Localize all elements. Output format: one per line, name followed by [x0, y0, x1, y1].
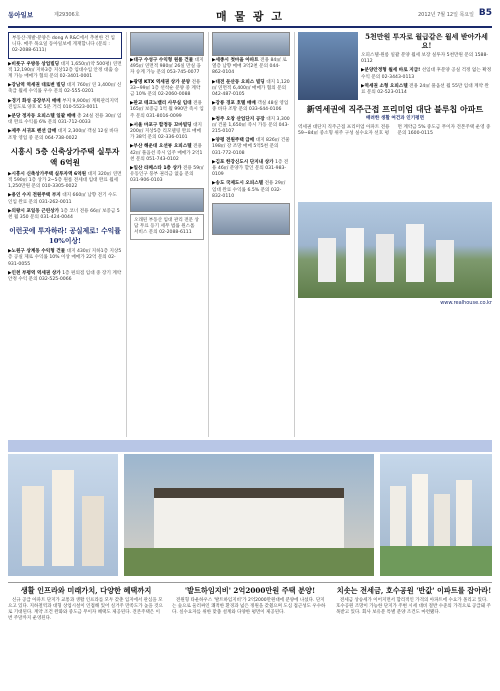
classified-ad-body: 대지 200㎡ 지상5층 리모델링 완료 매매가 38억 문의 02-336-0101 — [130, 122, 202, 141]
article-body: 전세금 상승세가 이어지면서 합리적인 가격의 아파트에 수요가 몰리고 있다. 호수공원 조망이 가능한 단지가 주변 시세 대비 절반 수준의 가격으로 공급돼 주목받고 있다. 회사 보유분 특별 분양 조건도 마련됐다. — [336, 598, 491, 615]
classified-ad-head: ▶비롯구 우방동 상업빌딩 — [8, 61, 60, 67]
classified-ad-head: ▶강남역 역세권 대로변 빌딩 — [8, 83, 66, 89]
classified-ad-head: ▶광명 KTX 역세권 상가 분양 — [130, 79, 191, 85]
building-photo — [130, 32, 204, 56]
classified-ad-body: 대지 430㎡ 지하1층 지상5층 공실 제로 수익률 10% 이상 매매가 22억 문의 02-931-0055 — [8, 249, 122, 267]
tower-building — [456, 480, 472, 546]
paper-logo: 동아일보 — [8, 11, 34, 19]
classified-ad — [212, 138, 290, 157]
news-article — [8, 586, 164, 686]
feature-intro: 오피스텔·원룸 일괄 분양 월세 보장 실투자 5천만원 문의 1588-0112 — [361, 53, 489, 65]
classified-ad — [8, 172, 122, 191]
article-title: '발트하임지비' 2억2000만원 주택 분양! — [184, 586, 316, 595]
article-body: 전원형 타운하우스 '발트하임지비'가 2억2000만원대에 분양에 나섰다. 단지는 숲으로 둘러싸인 쾌적한 환경과 넓은 정원을 갖췄으며 도심 접근성도 우수하다. 실수요자를 위한 맞춤 설계와 다양한 평면이 제공된다. — [172, 598, 326, 615]
apartment-ad-body: 역세권 대단지 직주근접 프리미엄 아파트 전용 59~84㎡ 중소형 위주 구성 실수요자 선호 평면 계약금 5% 중도금 무이자 견본주택 운영 중 문의 1600-0115 — [298, 125, 491, 137]
classified-list — [130, 58, 204, 185]
website-link[interactable]: www.realhouse.co.kr — [440, 300, 492, 307]
classified-ad-head: ▶세종시 첫마을 아파트 — [212, 58, 259, 63]
classified-ad — [130, 123, 204, 142]
classified-ad — [8, 129, 122, 141]
feature-ad-text — [361, 32, 492, 100]
classified-ad — [8, 99, 122, 111]
classified-ad-body: 대지 826㎡ 건물 198㎡ 강 조망 매매 5억5천 문의 031-772-0108 — [212, 138, 290, 156]
article-title: 치솟는 전세금, 호수공원 '반값' 이파트를 잡아라! — [336, 586, 492, 595]
classified-list — [361, 68, 492, 96]
classified-ad — [212, 58, 290, 77]
classified-ad-body: 대지 495㎡ 연면적 980㎡ 26실 만실 융자 승계 가능 문의 053-745-0077 — [130, 58, 204, 76]
tower-building — [406, 224, 424, 282]
column-divider — [208, 32, 209, 437]
classified-ad — [212, 80, 290, 99]
classified-list — [8, 249, 122, 283]
classified-ad-body: 전용 165㎡ 보증금 1억 월 990만 즉시 입주 문의 031-8016-0099 — [130, 101, 204, 119]
issue-number: 제29306호 — [54, 12, 80, 18]
tower-building — [412, 474, 428, 546]
tower-building — [52, 470, 74, 566]
classified-ad — [8, 62, 122, 81]
classified-ad-body: 전용 33~99㎡ 1층 선착순 분양 중 계약금 10% 문의 02-2060-0088 — [130, 79, 201, 98]
classified-ad — [130, 101, 204, 120]
classified-ad-head: ▶경기 화성 공장부지 매매 — [8, 98, 61, 104]
tower-building — [346, 228, 364, 282]
classified-list — [212, 58, 290, 200]
building-photo — [130, 188, 204, 212]
classified-ad-head: ▶노원구 상계동 수익형 건물 — [8, 249, 66, 255]
building-photo — [212, 203, 290, 235]
classified-ad-body: 전용 24㎡ 풀옵션 월 55만 임대 계약 완료 문의 02-523-0114 — [361, 83, 489, 96]
classified-ad — [212, 117, 290, 136]
classified-ad-head: ▶일산 라페스타 1층 상가 — [130, 166, 182, 172]
classified-ad-head: ▶송도 국제도시 오피스텔 — [212, 181, 264, 187]
tower-building — [436, 240, 454, 282]
classified-ad-body: 1층 전용 46㎡ 분양가 할인 문의 031-983-0109 — [212, 159, 289, 178]
classified-ad-head: ▶판교 테크노밸리 사무실 임대 — [130, 101, 192, 107]
classified-ad — [212, 181, 290, 200]
ad-column-3 — [212, 32, 290, 437]
section-title: 매 물 광 고 — [216, 10, 284, 23]
classified-list — [8, 172, 122, 221]
classified-ad — [212, 101, 290, 113]
tower-building — [22, 486, 44, 566]
classified-ad-head: ▶역세권 소형 오피스텔 — [361, 83, 408, 89]
apartment-aerial-photo — [298, 202, 492, 298]
tower-building — [390, 486, 406, 546]
classified-ad-body: 선임대 후분양 공실 걱정 없는 확정 수익 문의 02-3443-0113 — [361, 68, 492, 80]
tower-photo — [298, 32, 358, 100]
classified-ad — [130, 166, 204, 185]
classified-ad — [212, 160, 290, 179]
section-divider — [8, 582, 492, 583]
classified-ad — [8, 83, 122, 95]
intro-text: 부동산·개발·분양은 dong A R&C에서 추천한 건 입니다. 매주 목요일 동아일보에 게재합니다 (문의 : 02-2088-6111) — [12, 36, 115, 54]
classified-ad-body: 대지 2,300㎡ 객실 12실 바다 조망 영업 중 문의 064-738-0022 — [8, 129, 119, 141]
column-divider — [294, 32, 295, 437]
photo-strip — [8, 440, 492, 578]
section-banner: 시흥시 5층 신축상가주택 실투자액 6억원 — [10, 146, 120, 167]
classified-ad-head: ▶대전 둔산동 오피스 빌딩 — [212, 79, 265, 85]
classified-ad-head: ▶인천 부평역 역세권 상가 — [8, 270, 61, 276]
news-article — [336, 586, 492, 686]
classified-ad — [361, 68, 492, 80]
masthead — [8, 6, 492, 28]
classified-ad-head: ▶분양안정형 월세 바로 지급! — [361, 68, 421, 74]
classified-ad — [8, 249, 122, 268]
classified-ad-head: ▶강릉 경포 호텔 매매 — [212, 101, 256, 107]
classified-ad-body: 1층 편의점 임대 중 장기 계약 안정 수익 문의 032-525-0066 — [8, 270, 122, 283]
classified-ad-head: ▶부산 해운대 오션뷰 오피스텔 — [130, 144, 192, 150]
townhouse-photo — [124, 454, 374, 576]
page-number: B5 — [478, 8, 492, 18]
ad-column-1 — [8, 32, 122, 437]
classified-ad-head: ▶양평 전원주택 급매 — [212, 138, 255, 144]
classified-ad — [8, 271, 122, 283]
classified-ad — [8, 114, 122, 126]
blue-banner — [8, 440, 492, 452]
classified-ad-body: 대지 3,300㎡ 건물 1,650㎡ 즉시 가동 문의 043-215-0107 — [212, 116, 290, 135]
feature-ad-top — [298, 32, 492, 100]
classified-ad — [361, 84, 492, 96]
classified-ad-body: 전용 42㎡ 풀옵션 즉시 입주 매매가 2억1천 문의 051-743-0102 — [130, 144, 203, 162]
apartment-ad-title: 新역세권에 직주근접 프리미엄 대단 블루칩 아파트 — [306, 104, 484, 114]
apartment-complex-photo — [8, 454, 118, 576]
info-text: 오래된 부동산 임대 관리 전문 상담 무료 등기 세무 법률 원스톱 서비스 문의 02-2088-6111 — [134, 217, 199, 236]
issue-date: 2012년 7월 12일 목요일 — [417, 12, 474, 18]
classified-ad-head: ▶청주 오창 산업단지 공장 — [212, 116, 265, 122]
park-area — [380, 546, 492, 576]
classified-ad-body: 1층 코너 전용 66㎡ 보증금 5천 월 350 문의 031-424-0044 — [8, 208, 120, 221]
section-banner: 이런곳에 투자하라! 공실제로! 수익률 10%이상! — [9, 227, 121, 246]
tower-building — [82, 496, 104, 566]
classified-ad — [130, 144, 204, 163]
tower-building — [318, 238, 336, 282]
classified-ad-body: 전용 59㎡ 유동인구 풍부 권리금 없음 문의 031-906-0103 — [130, 166, 204, 184]
classified-ad-head: ▶대구 수성구 수익형 원룸 건물 — [130, 58, 194, 63]
classified-ad — [130, 80, 204, 99]
building-photo — [212, 32, 290, 56]
classified-ad — [8, 193, 122, 205]
info-box — [130, 214, 204, 241]
classified-ad-body: 대지 1,650㎡(약 500평) 연면적 12,190㎡ 지하3층 지상12층 임대수입 안정 대출 승계 가능 매매가 협의 문의 02-3401-0001 — [8, 61, 122, 80]
classified-ad-body: 대지 320㎡ 연면적 590㎡ 1층 상가 2~5층 원룸 전세대 임대 완료 월세 1,250만원 문의 010-3305-0022 — [8, 171, 122, 190]
classified-ad-head: ▶서울 마포구 합정동 꼬마빌딩 — [130, 122, 192, 128]
classified-ad-body: 객실 48실 영업 중 바다 조망 문의 033-644-0106 — [212, 101, 289, 113]
tower-building — [376, 234, 394, 282]
classified-ad-body: 부지 9,900㎡ 계획관리지역 진입도로 양호 IC 5분 거리 010-5523-0011 — [8, 98, 119, 110]
classified-ad-head: ▶의왕시 포일동 근린상가 — [8, 208, 60, 214]
classified-ad-head: ▶용인 수지 전원주택 부지 — [8, 193, 61, 199]
classified-ad-body: 대지 660㎡ 남향 전기 수도 인입 완료 문의 031-262-0011 — [8, 193, 117, 205]
classified-ad-body: 전용 84㎡ 로열층 남향 매매 3억2천 문의 044-862-0104 — [212, 58, 287, 76]
classified-ad-head: ▶분당 정자동 오피스텔 일괄 매매 — [8, 114, 76, 120]
classified-ad — [8, 209, 122, 221]
classified-ad-head: ▶시흥시 신축상가주택 실투자액 6억원 — [8, 171, 87, 177]
classified-ad-body: 전용 29㎡ 임대 완료 수익률 6.5% 문의 032-832-0110 — [212, 181, 286, 199]
ad-column-2 — [130, 32, 204, 437]
article-title: 생활 인프라와 미래가치, 다양한 혜택까지 — [20, 586, 152, 595]
house-building — [154, 488, 344, 554]
classified-list — [8, 62, 122, 142]
article-body: 신규 공급 아파트 단지가 교통과 생활 인프라를 모두 갖춘 입지에서 관심을 모으고 있다. 지하철역과 대형 상업시설이 인접해 있어 실거주 만족도가 높을 것으로 기대된다. 계약 조건 완화와 중도금 무이자 혜택도 제공된다. 견본주택은 이번 주말까지 운영된다. — [8, 598, 163, 621]
classified-ad-body: 대지 1,120㎡ 연면적 6,400㎡ 매매가 협의 문의 042-487-0105 — [212, 79, 290, 98]
ad-column-4 — [298, 32, 492, 437]
tower-building — [434, 494, 450, 546]
garden-lawn — [124, 548, 374, 576]
classified-ad — [130, 58, 204, 77]
classified-ad-head: ▶제주 서귀포 펜션 급매 — [8, 129, 57, 135]
feature-title: 5천만원 투자로 월급같은 월세 받아가세요! — [365, 32, 488, 50]
news-article — [172, 586, 328, 686]
classified-ad-head: ▶김포 한강신도시 단지내 상가 — [212, 159, 274, 165]
apartment-ad-subtitle: 배려한 생활 여건과 인기평면 — [365, 116, 425, 121]
classified-ad-body: 총 24실 전용 30㎡ 임대 완료 수익률 6% 문의 031-712-0033 — [8, 114, 122, 126]
classified-ad-body: 대지 760㎡ 연 3,400㎡ 신축급 월세 수익률 우수 문의 02-555-0201 — [8, 83, 122, 95]
column-divider — [126, 32, 127, 437]
lakeside-apartment-photo — [380, 454, 492, 576]
intro-box — [8, 32, 122, 59]
